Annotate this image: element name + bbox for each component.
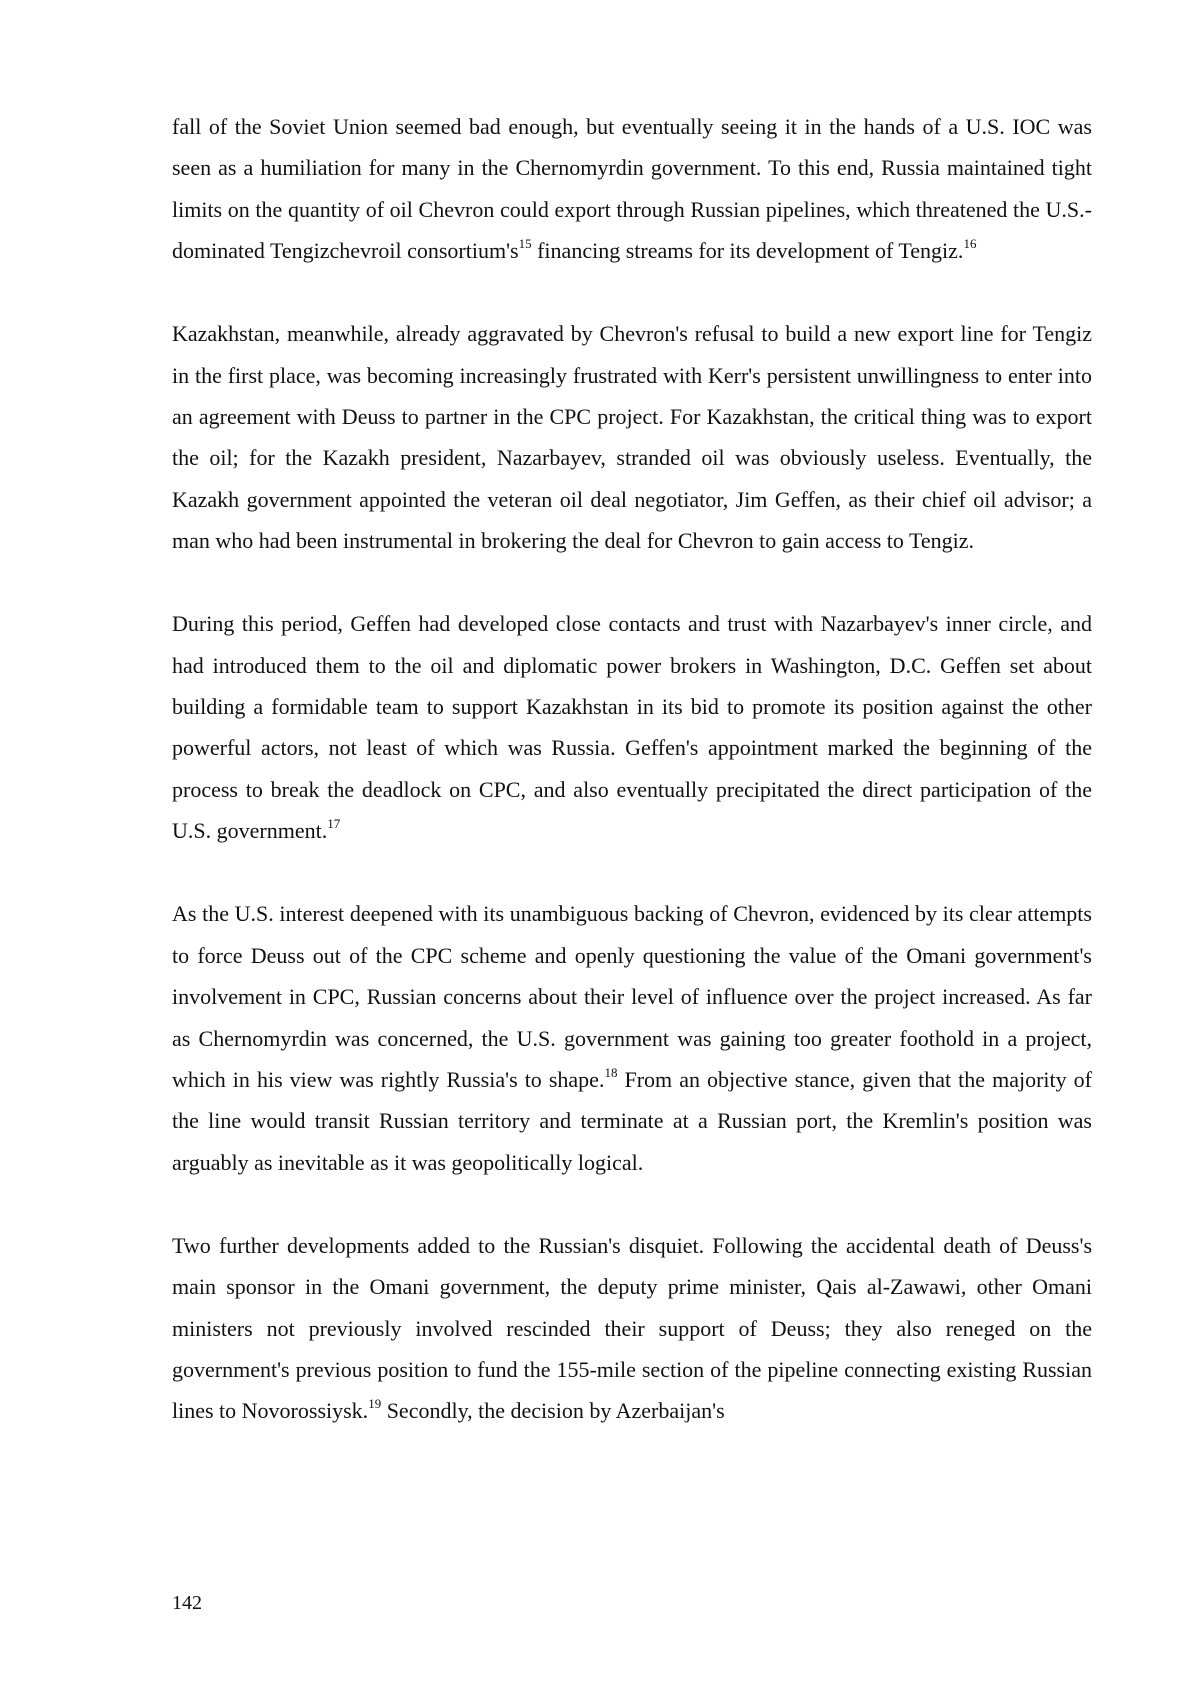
document-body [172,106,1092,1432]
paragraph-3-text: During this period, Geffen had developed close contacts and trust with Nazarbayev's inner circle, and had introduced them to the oil and diplomatic power brokers in Washington, D.C. Geffen set about building a formidable team to support Kazakhstan in its bid to promote its position against the other powerful actors, not least of which was Russia. Geffen's appointment marked the beginning of the process to break the deadlock on CPC, and also eventually precipitated the direct participation of the U.S. government. [172,611,1092,844]
page-number: 142 [172,1592,202,1614]
paragraph-spacer [172,272,1092,314]
paragraph-2-text: Kazakhstan, meanwhile, already aggravated by Chevron's refusal to build a new export line for Tengiz in the first place, was becoming increasingly frustrated with Kerr's persistent unwillingness to enter into an agreement with Deuss to partner in the CPC project. For Kazakhstan, the critical thing was to export the oil; for the Kazakh president, Nazarbayev, stranded oil was obviously useless. Eventually, the Kazakh government appointed the veteran oil deal negotiator, Jim Geffen, as their chief oil advisor; a man who had been instrumental in brokering the deal for Chevron to gain access to Tengiz. [172,321,1092,554]
paragraph-5-text-b: Secondly, the decision by Azerbaijan's [381,1398,725,1424]
paragraph-5 [172,1225,1092,1432]
footnote-ref-16: 16 [963,235,977,251]
paragraph-4-text-b: From an objective stance, given that the majority of the line would transit Russian territory and terminate at a Russian port, the Kremlin's position was arguably as inevitable as it was geopolitically logical. [172,1066,1092,1175]
paragraph-spacer [172,852,1092,894]
footnote-ref-18: 18 [604,1064,618,1080]
paragraph-3 [172,603,1092,851]
paragraph-1-text-a: fall of the Soviet Union seemed bad enough, but eventually seeing it in the hands of a U.S. IOC was seen as a humiliation for many in the Chernomyrdin government. To this end, Russia maintained tight limits on the quantity of oil Chevron could export through Russian pipelines, which threatened the U.S.-dominated Tengizchevroil consortium's [172,114,1092,264]
footnote-ref-19: 19 [368,1396,382,1412]
footnote-ref-17: 17 [327,815,341,831]
paragraph-1 [172,106,1092,272]
paragraph-4-text-a: As the U.S. interest deepened with its unambiguous backing of Chevron, evidenced by its clear attempts to force Deuss out of the CPC scheme and openly questioning the value of the Omani government's involvement in CPC, Russian concerns about their level of influence over the project increased. As far as Chernomyrdin was concerned, the U.S. government was gaining too greater foothold in a project, which in his view was rightly Russia's to shape. [172,901,1092,1092]
paragraph-spacer [172,562,1092,604]
paragraph-5-text-a: Two further developments added to the Russian's disquiet. Following the accidental death of Deuss's main sponsor in the Omani government, the deputy prime minister, Qais al-Zawawi, other Omani ministers not previously involved rescinded their support of Deuss; they also reneged on the government's previous position to fund the 155-mile section of the pipeline connecting existing Russian lines to Novorossiysk. [172,1232,1092,1424]
paragraph-4 [172,893,1092,1183]
footnote-ref-15: 15 [518,235,532,251]
paragraph-2 [172,313,1092,561]
paragraph-1-text-b: financing streams for its development of Tengiz. [531,238,964,264]
paragraph-spacer [172,1183,1092,1225]
